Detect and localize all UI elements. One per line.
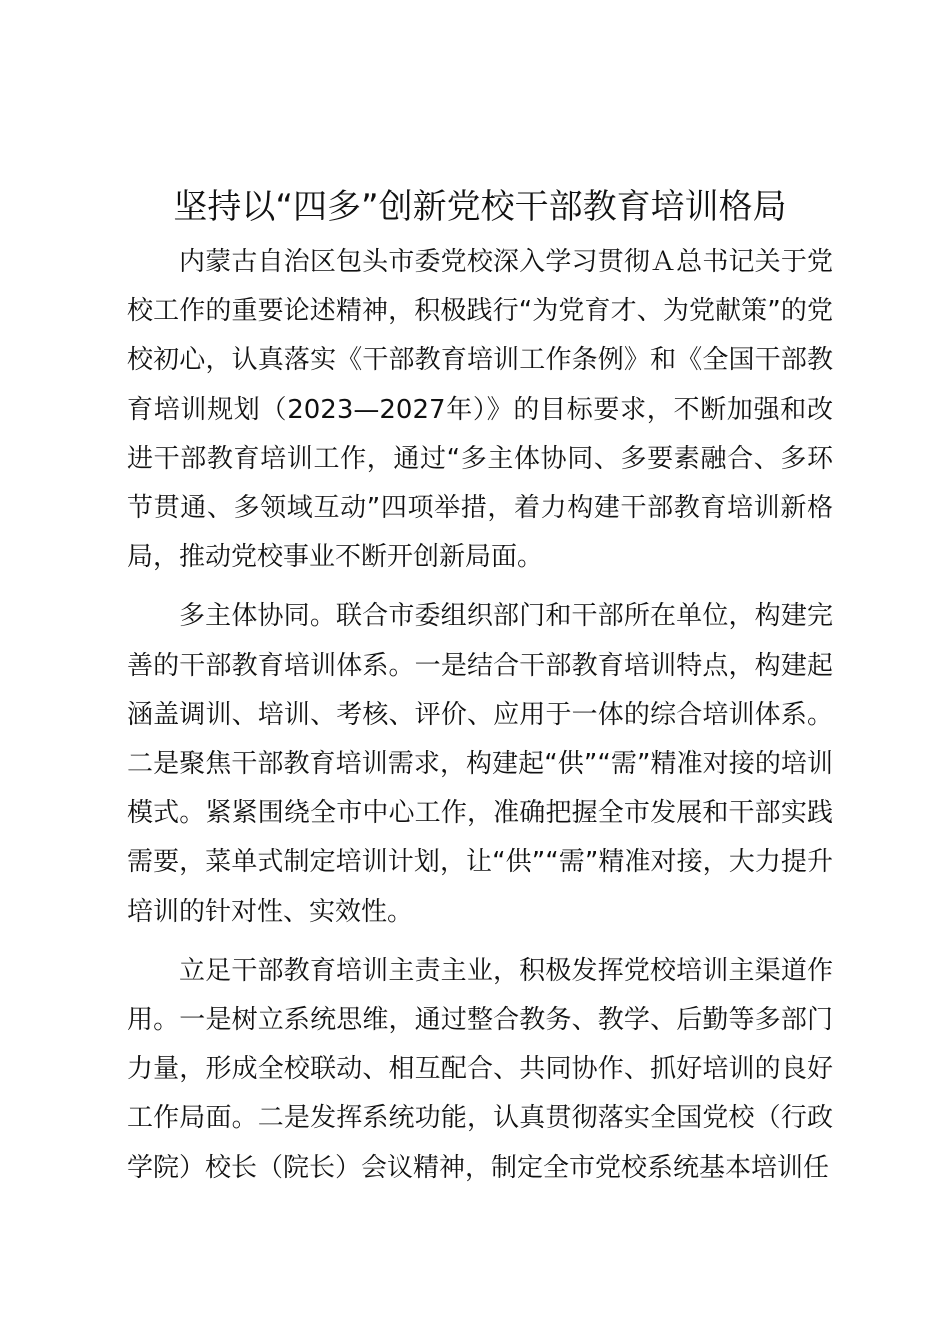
paragraph-multi-subject: 多主体协同。联合市委组织部门和干部所在单位，构建完善的干部教育培训体系。一是结合干部教育培训特点，构建起涵盖调训、培训、考核、评价、应用于一体的综合培训体系。二是聚焦干部教育培训需求，构建起“供”“需”精准对接的培训模式。紧紧围绕全市中心工作，准确把握全市发展和干部实践需要，菜单式制定培训计划，让“供”“需”精准对接，大力提升培训的针对性、实效性。 (127, 601, 833, 927)
paragraph-main-channel: 立足干部教育培训主责主业，积极发挥党校培训主渠道作用。一是树立系统思维，通过整合教务、教学、后勤等多部门力量，形成全校联动、相互配合、共同协作、抓好培训的良好工作局面。二是发挥系统功能，认真贯彻落实全国党校（行政学院）校长（院长）会议精神，制定全市党校系统基本培训任 (127, 955, 833, 1183)
paragraph-intro: 内蒙古自治区包头市委党校深入学习贯彻Ａ总书记关于党校工作的重要论述精神，积极践行“为党育才、为党献策”的党校初心，认真落实《干部教育培训工作条例》和《全国干部教育培训规划（2023—2027年）》的目标要求，不断加强和改进干部教育培训工作，通过“多主体协同、多要素融合、多环节贯通、多领域互动”四项举措，着力构建干部教育培训新格局，推动党校事业不断开创新局面。 (127, 247, 833, 573)
document-title: 坚持以“四多”创新党校干部教育培训格局 (173, 187, 787, 227)
document-page (127, 180, 833, 1193)
